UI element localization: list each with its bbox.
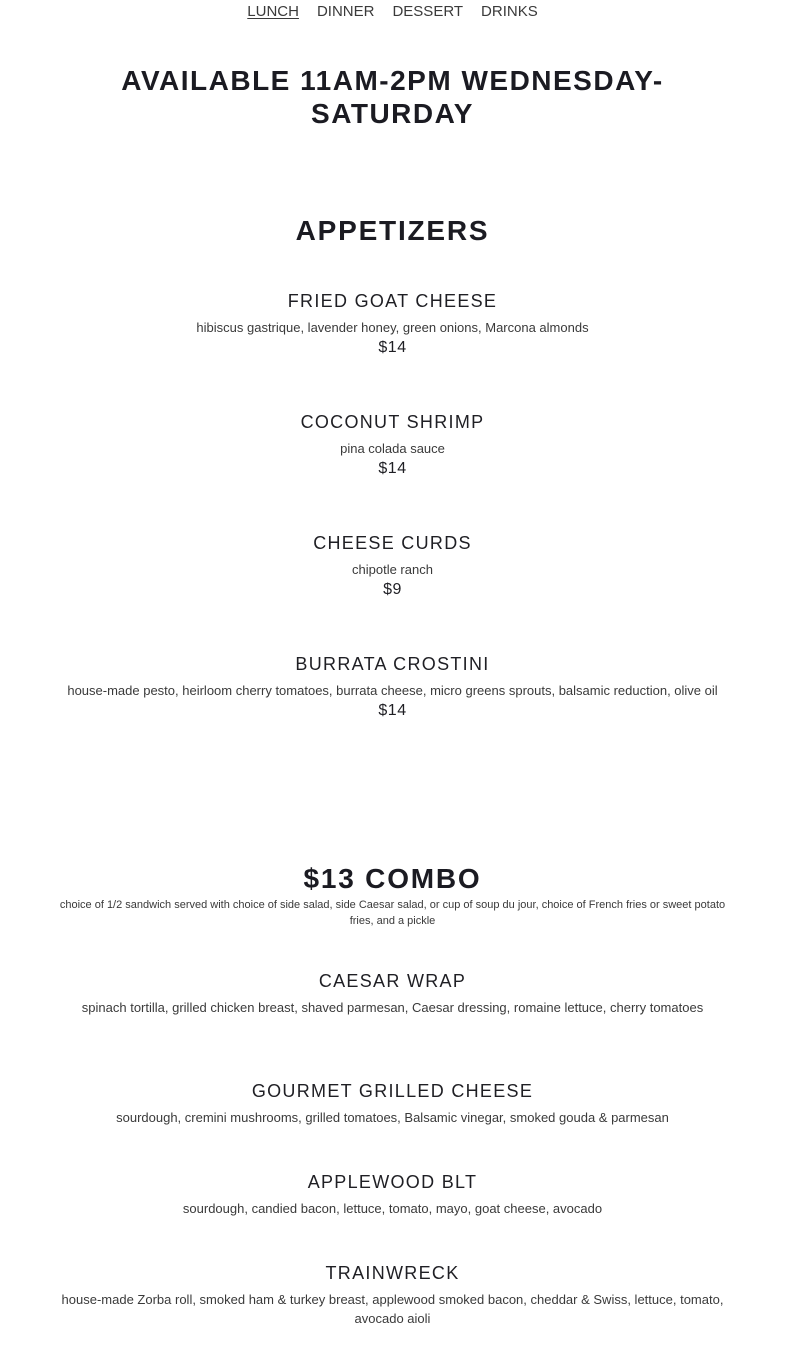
item-description: house-made pesto, heirloom cherry tomatoes, burrata cheese, micro greens sprouts, balsamic reduction, olive oil: [67, 683, 718, 698]
tab-drinks[interactable]: DRINKS: [481, 3, 538, 20]
combo-title: $13 COMBO: [303, 863, 482, 894]
item-name: CAESAR WRAP: [318, 971, 467, 991]
item-name: CHEESE CURDS: [313, 533, 472, 553]
item-name: TRAINWRECK: [325, 1263, 460, 1283]
tab-dinner[interactable]: DINNER: [316, 3, 375, 20]
tab-lunch[interactable]: LUNCH: [247, 3, 299, 20]
menu-item-applewood-blt: [55, 1170, 730, 1218]
item-description: spinach tortilla, grilled chicken breast, shaved parmesan, Caesar dressing, romaine lettuce, cherry tomatoes: [81, 1000, 704, 1015]
menu-item-coconut-shrimp: [55, 410, 730, 480]
appetizers-title: APPETIZERS: [295, 215, 490, 246]
menu-item-cheese-curds: [55, 531, 730, 601]
tab-dessert[interactable]: DESSERT: [392, 3, 464, 20]
menu-item-trainwreck: [55, 1261, 730, 1328]
availability-heading: AVAILABLE 11AM-2PM WEDNESDAY-SATURDAY: [121, 65, 664, 129]
menu-item-fried-goat-cheese: [55, 289, 730, 359]
item-price: $9: [383, 581, 402, 598]
item-price: $14: [378, 702, 407, 719]
item-description: pina colada sauce: [340, 441, 445, 456]
item-name: COCONUT SHRIMP: [300, 412, 485, 432]
item-price: $14: [378, 339, 407, 356]
item-name: GOURMET GRILLED CHEESE: [251, 1081, 534, 1101]
menu-tabs: [0, 2, 785, 24]
item-price: $14: [378, 460, 407, 477]
item-description: house-made Zorba roll, smoked ham & turkey breast, applewood smoked bacon, cheddar & Swiss, lettuce, tomato, avocado aioli: [61, 1292, 724, 1326]
item-name: APPLEWOOD BLT: [307, 1172, 478, 1192]
item-description: hibiscus gastrique, lavender honey, green onions, Marcona almonds: [196, 320, 589, 335]
item-description: chipotle ranch: [352, 562, 433, 577]
menu-item-gourmet-grilled-cheese: [55, 1079, 730, 1127]
combo-note: choice of 1/2 sandwich served with choice of side salad, side Caesar salad, or cup of soup du jour, choice of French fries or sweet potato fries, and a pickle: [59, 899, 726, 927]
item-description: sourdough, cremini mushrooms, grilled tomatoes, Balsamic vinegar, smoked gouda & parmesan: [116, 1110, 669, 1125]
menu-item-burrata-crostini: [55, 652, 730, 722]
menu-item-caesar-wrap: [55, 969, 730, 1017]
item-name: FRIED GOAT CHEESE: [287, 291, 498, 311]
item-name: BURRATA CROSTINI: [295, 654, 490, 674]
item-description: sourdough, candied bacon, lettuce, tomato, mayo, goat cheese, avocado: [182, 1201, 603, 1216]
